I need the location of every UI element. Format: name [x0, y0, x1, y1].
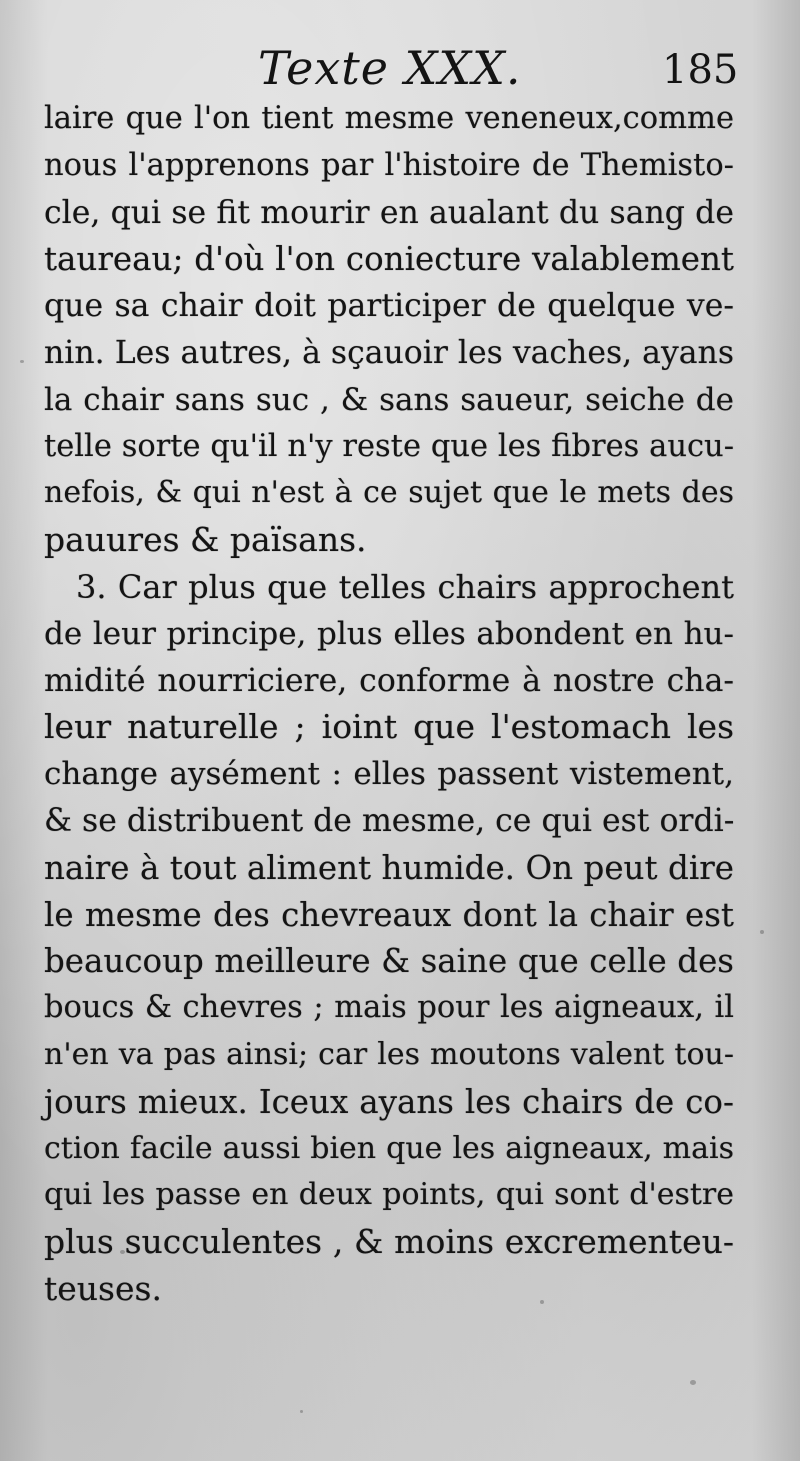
text-line: 3. Car plus que telles chairs approchent	[76, 567, 734, 606]
text-line: midité nourriciere, conforme à nostre cha-	[44, 662, 734, 699]
text-line: boucs & chevres ; mais pour les aigneaux, il	[44, 990, 734, 1026]
text-line: teuses.	[44, 1268, 162, 1308]
body-text	[44, 96, 734, 1313]
text-line: la chair sans suc , & sans saueur, seiche de	[44, 381, 734, 418]
text-line: qui les passe en deux points, qui sont d'estre	[44, 1177, 734, 1213]
text-line: jours mieux. Iceux ayans les chairs de co-	[44, 1082, 734, 1121]
text-line: cle, qui se fit mourir en aualant du sang de	[44, 194, 734, 231]
text-line: leur naturelle ; ioint que l'estomach les	[44, 707, 734, 747]
text-line: que sa chair doit participer de quelque ve-	[44, 288, 734, 325]
text-line: pauures & païsans.	[44, 520, 367, 560]
paper-speck	[760, 930, 764, 934]
text-line: ction facile aussi bien que les aigneaux, mais	[44, 1130, 734, 1166]
text-line: laire que l'on tient mesme veneneux,comme	[44, 101, 734, 136]
text-line: nefois, & qui n'est à ce sujet que le mets des	[44, 475, 734, 511]
text-line: n'en va pas ainsi; car les moutons valent tou-	[44, 1036, 734, 1072]
text-line: nin. Les autres, à sçauoir les vaches, ayans	[44, 334, 734, 371]
text-line: plus succulentes , & moins excrementeu-	[44, 1222, 734, 1262]
page-header	[0, 38, 800, 98]
text-line: nous l'apprenons par l'histoire de Themisto-	[44, 147, 734, 183]
text-line: le mesme des chevreaux dont la chair est	[44, 895, 734, 934]
text-line: de leur principe, plus elles abondent en hu-	[44, 615, 734, 652]
running-title: Texte XXX.	[258, 41, 522, 95]
paper-speck	[300, 1410, 303, 1413]
paper-speck	[690, 1380, 696, 1385]
text-line: & se distribuent de mesme, ce qui est ordi-	[44, 802, 735, 839]
text-line: beaucoup meilleure & saine que celle des	[44, 942, 734, 981]
paper-speck	[20, 360, 24, 363]
text-line: change aysément : elles passent vistement,	[44, 756, 734, 793]
text-line: taureau; d'où l'on coniecture valablement	[44, 240, 734, 279]
text-line: telle sorte qu'il n'y reste que les fibres aucu-	[44, 428, 734, 464]
page-number: 185	[662, 47, 739, 93]
text-line: naire à tout aliment humide. On peut dire	[44, 848, 734, 887]
